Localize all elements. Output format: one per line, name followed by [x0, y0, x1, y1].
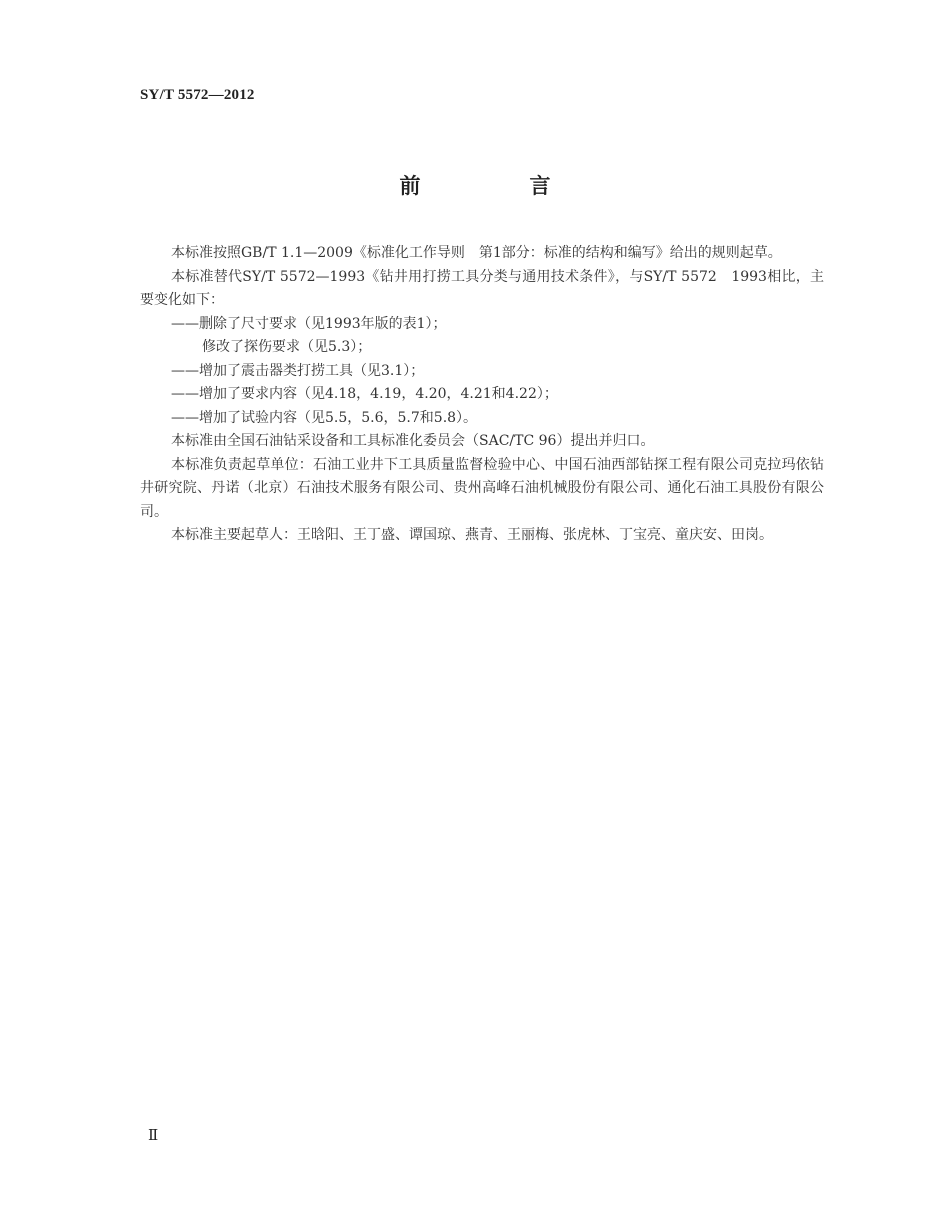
page-title: 前 言 [399, 174, 595, 198]
change-item: ——删除了尺寸要求（见1993年版的表1）； [171, 315, 447, 332]
paragraph-replacement: 本标准替代SY/T 5572—1993《钻井用打捞工具分类与通用技术条件》，与SY/T 5572 1993相比，主要变化如下： [140, 268, 824, 308]
standard-code: SY/T 5572—2012 [140, 87, 255, 103]
paragraph-drafting-rules: 本标准按照GB/T 1.1—2009《标准化工作导则 第1部分：标准的结构和编写》给出的规则起草。 [171, 245, 782, 261]
paragraph-drafting-units: 本标准负责起草单位：石油工业井下工具质量监督检验中心、中国石油西部钻探工程有限公司克拉玛依钻井研究院、丹诺（北京）石油技术服务有限公司、贵州高峰石油机械股份有限公司、通化石油工具股份有限公司。 [140, 456, 824, 520]
change-item: ——增加了试验内容（见5.5，5.6，5.7和5.8）。 [171, 409, 478, 426]
change-item: ——增加了要求内容（见4.18，4.19，4.20，4.21和4.22）； [171, 386, 558, 402]
paragraph-drafters: 本标准主要起草人：王晗阳、王丁盛、谭国琼、燕青、王丽梅、张虎林、丁宝亮、童庆安、田岗。 [171, 527, 773, 543]
paragraph-proposed-by: 本标准由全国石油钻采设备和工具标准化委员会（SAC/TC 96）提出并归口。 [171, 433, 655, 449]
foreword-body [140, 242, 824, 548]
page-number: Ⅱ [148, 1128, 159, 1144]
change-item: 修改了探伤要求（见5.3）； [202, 339, 372, 355]
change-item: ——增加了震击器类打捞工具（见3.1）； [171, 362, 425, 379]
